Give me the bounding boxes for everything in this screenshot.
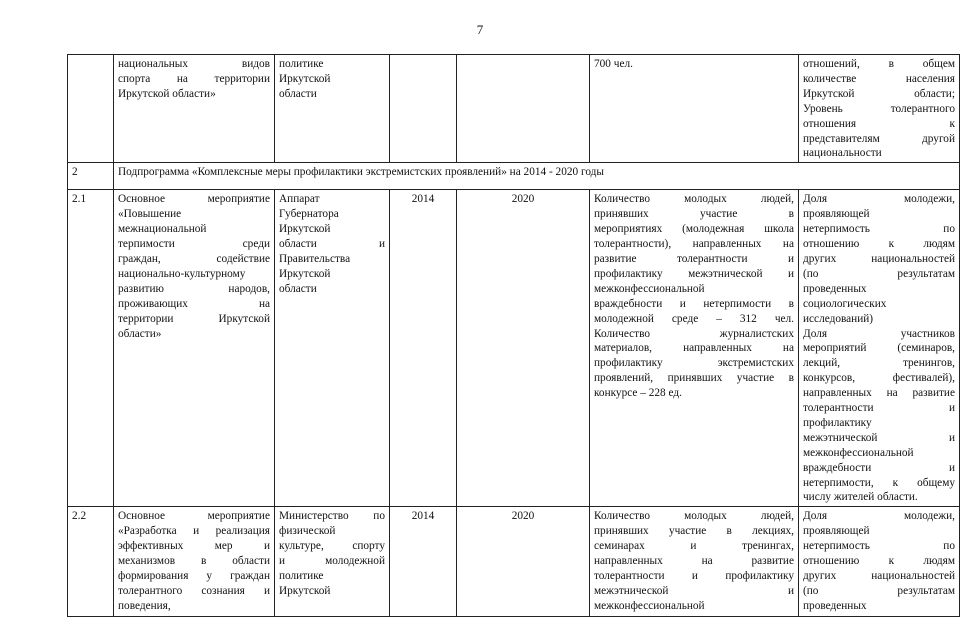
cell-line: толерантности и профилактику bbox=[594, 570, 794, 582]
cell-line: отношения к bbox=[803, 117, 955, 130]
cell-line: числу жителей области. bbox=[803, 491, 918, 504]
table-row bbox=[68, 163, 960, 190]
cell-line: проживающих на bbox=[118, 297, 270, 310]
cell-line: принявших участие в лекциях, bbox=[594, 525, 794, 538]
cell-line: Иркутской bbox=[279, 72, 331, 85]
page-number: 7 bbox=[476, 22, 484, 37]
cell-line: межконфессиональной bbox=[803, 446, 914, 459]
cell-line: области» bbox=[118, 327, 162, 340]
cell-line: Доля молодежи, bbox=[803, 193, 955, 206]
cell-line: враждебности и нетерпимости в bbox=[594, 297, 794, 310]
executor-cell bbox=[275, 190, 390, 507]
cell-line: направленных на развитие bbox=[594, 555, 794, 568]
target-cell bbox=[799, 507, 960, 617]
table-body bbox=[68, 55, 960, 617]
cell-line: Иркутской области; bbox=[803, 87, 955, 100]
cell-line: «Повышение bbox=[118, 208, 182, 221]
cell-line: направленных на развитие bbox=[803, 387, 955, 400]
cell-line: терпимости среди bbox=[118, 238, 270, 251]
cell-line: Доля молодежи, bbox=[803, 510, 955, 523]
executor-cell bbox=[275, 507, 390, 617]
cell-line: Основное мероприятие bbox=[118, 193, 270, 206]
cell-line: межэтнической и bbox=[594, 584, 794, 597]
cell-line: проявляющей bbox=[803, 208, 870, 221]
cell-line: Правительства bbox=[279, 252, 351, 265]
cell-line: толерантности), направленных на bbox=[594, 238, 794, 251]
cell-line: материалов, направленных на bbox=[594, 342, 794, 355]
target-cell bbox=[799, 55, 960, 163]
table-row bbox=[68, 190, 960, 507]
row-number: 2.2 bbox=[68, 507, 114, 617]
indicators-cell bbox=[590, 55, 799, 163]
row-number: 2 bbox=[68, 163, 114, 190]
cell-line: Губернатора bbox=[279, 208, 339, 221]
cell-line: механизмов в области bbox=[118, 555, 270, 568]
cell-line: мероприятиях (молодежная школа bbox=[594, 223, 794, 236]
cell-line: проявляющей bbox=[803, 525, 870, 538]
cell-line: отношению к людям bbox=[803, 238, 955, 251]
cell-line: национальных видов bbox=[118, 58, 270, 70]
cell-line: политике bbox=[279, 58, 324, 70]
cell-line: проведенных bbox=[803, 599, 867, 612]
cell-line: других национальностей bbox=[803, 252, 955, 265]
cell-line: Иркутской области» bbox=[118, 87, 216, 100]
start-year-cell: 2014 bbox=[390, 190, 457, 507]
cell-line: Количество молодых людей, bbox=[594, 193, 794, 206]
cell-line: мероприятий (семинаров, bbox=[803, 342, 955, 355]
cell-line: Министерство по bbox=[279, 510, 385, 523]
cell-line: представителям другой bbox=[803, 132, 955, 145]
cell-line: развитие толерантности и bbox=[594, 252, 794, 265]
cell-line: других национальностей bbox=[803, 570, 955, 582]
cell-line: области и bbox=[279, 238, 385, 251]
cell-line: лекций, тренингов, bbox=[803, 357, 955, 370]
cell-line: принявших участие в bbox=[594, 208, 794, 221]
cell-line: Количество молодых людей, bbox=[594, 510, 794, 523]
cell-line: профилактику bbox=[803, 416, 872, 429]
cell-line: Иркутской bbox=[279, 223, 331, 236]
cell-line: толерантности и bbox=[803, 402, 955, 415]
cell-line: Иркутской bbox=[279, 584, 331, 597]
cell-line: враждебности и bbox=[803, 461, 955, 474]
cell-line: формирования у граждан bbox=[118, 570, 270, 582]
cell-line: Аппарат bbox=[279, 193, 320, 206]
cell-line: Доля участников bbox=[803, 327, 955, 340]
cell-line: семинарах и тренингах, bbox=[594, 540, 794, 553]
cell-line: Иркутской bbox=[279, 267, 331, 280]
cell-line: развитию народов, bbox=[118, 282, 270, 295]
row-number bbox=[68, 55, 114, 163]
subprogram-title: Подпрограмма «Комплексные меры профилактики экстремистских проявлений» на 2014 - 2020 годы bbox=[114, 163, 960, 190]
cell-line: спорта на территории bbox=[118, 72, 270, 85]
program-table bbox=[67, 54, 960, 617]
row-number: 2.1 bbox=[68, 190, 114, 507]
cell-line: (по результатам bbox=[803, 584, 955, 597]
cell-line: граждан, содействие bbox=[118, 252, 270, 265]
cell-line: физической bbox=[279, 525, 336, 538]
cell-line: отношению к людям bbox=[803, 555, 955, 568]
cell-line: профилактику экстремистских bbox=[594, 357, 794, 370]
table-row bbox=[68, 507, 960, 617]
cell-line: межэтнической и bbox=[803, 431, 955, 444]
cell-line: социологических bbox=[803, 297, 887, 310]
cell-line: национально-культурному bbox=[118, 267, 246, 280]
cell-line: политике bbox=[279, 570, 324, 582]
measure-cell bbox=[114, 507, 275, 617]
cell-line: межнациональной bbox=[118, 223, 207, 236]
cell-line: эффективных мер и bbox=[118, 540, 270, 553]
cell-line: молодежной среде – 312 чел. bbox=[594, 312, 794, 325]
cell-line: территории Иркутской bbox=[118, 312, 270, 325]
cell-line: профилактику межэтнической и bbox=[594, 267, 794, 280]
start-year-cell: 2014 bbox=[390, 507, 457, 617]
cell-line: межконфессиональной bbox=[594, 599, 705, 612]
cell-line: Основное мероприятие bbox=[118, 510, 270, 523]
end-year-cell: 2020 bbox=[457, 190, 590, 507]
indicators-cell bbox=[590, 190, 799, 507]
cell-line: Уровень толерантного bbox=[803, 102, 955, 115]
cell-line: области bbox=[279, 282, 317, 295]
cell-line: проявлений, принявших участие в bbox=[594, 372, 794, 385]
measure-cell bbox=[114, 55, 275, 163]
cell-line: Количество журналистских bbox=[594, 327, 794, 340]
cell-line: области bbox=[279, 87, 317, 100]
cell-line: конкурсов, фестивалей), bbox=[803, 372, 955, 385]
cell-line: культуре, спорту bbox=[279, 540, 385, 553]
cell-line: и молодежной bbox=[279, 555, 385, 568]
cell-line: количестве населения bbox=[803, 72, 955, 85]
start-year-cell bbox=[390, 55, 457, 163]
executor-cell bbox=[275, 55, 390, 163]
cell-line: толерантного сознания и bbox=[118, 584, 270, 597]
cell-line: поведения, bbox=[118, 599, 171, 612]
cell-line: исследований) bbox=[803, 312, 874, 325]
cell-line: 700 чел. bbox=[594, 58, 633, 70]
cell-line: нетерпимость по bbox=[803, 223, 955, 236]
cell-line: нетерпимости, к общему bbox=[803, 476, 955, 489]
cell-line: национальности bbox=[803, 147, 882, 160]
cell-line: «Разработка и реализация bbox=[118, 525, 270, 538]
cell-line: межконфессиональной bbox=[594, 282, 705, 295]
cell-line: (по результатам bbox=[803, 267, 955, 280]
end-year-cell bbox=[457, 55, 590, 163]
measure-cell bbox=[114, 190, 275, 507]
cell-line: проведенных bbox=[803, 282, 867, 295]
target-cell bbox=[799, 190, 960, 507]
cell-line: отношений, в общем bbox=[803, 58, 955, 70]
end-year-cell: 2020 bbox=[457, 507, 590, 617]
table-row bbox=[68, 55, 960, 163]
cell-line: нетерпимость по bbox=[803, 540, 955, 553]
indicators-cell bbox=[590, 507, 799, 617]
cell-line: конкурсе – 228 ед. bbox=[594, 387, 682, 400]
